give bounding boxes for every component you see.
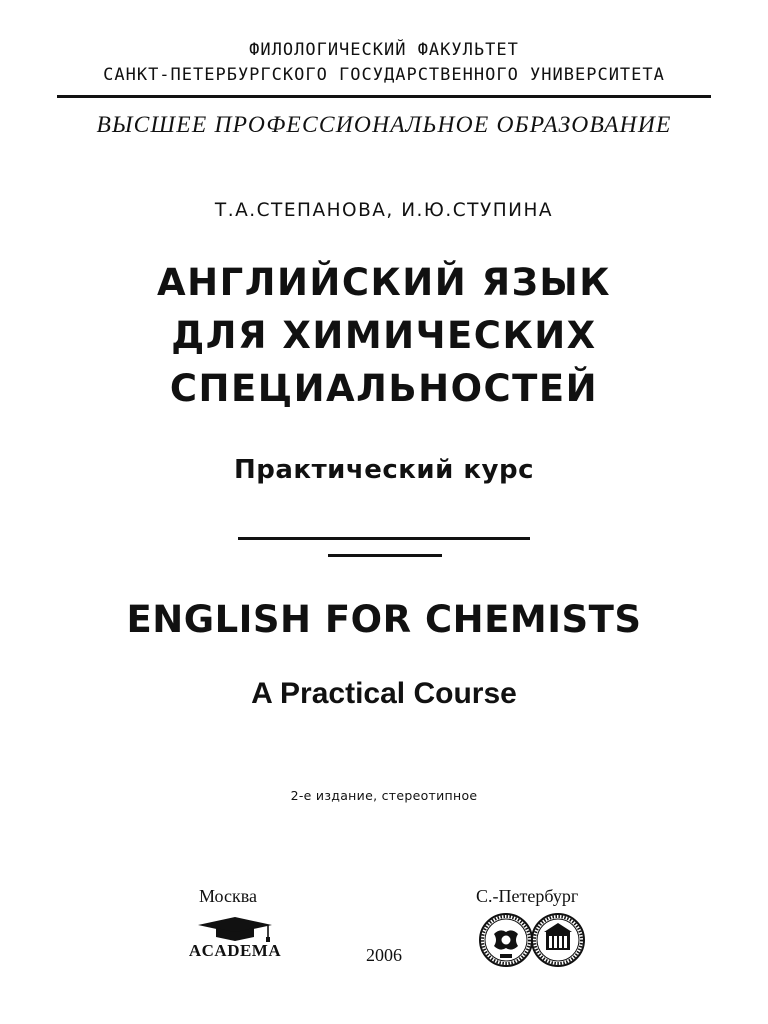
- book-title: [0, 256, 768, 415]
- faculty-header: [0, 38, 768, 88]
- book-subtitle: Практический курс: [234, 455, 534, 485]
- publication-year: 2006: [366, 945, 402, 965]
- english-subtitle: A Practical Course: [251, 677, 517, 710]
- series-title: ВЫСШЕЕ ПРОФЕССИОНАЛЬНОЕ ОБРАЗОВАНИЕ: [96, 112, 672, 138]
- book-title-line-1: АНГЛИЙСКИЙ ЯЗЫК: [157, 261, 611, 304]
- university-seals-icon: [468, 910, 598, 970]
- authors: Т.А.СТЕПАНОВА, И.Ю.СТУПИНА: [214, 200, 554, 221]
- academia-logo-text: ACADEMA: [188, 941, 282, 960]
- title-divider-long: [238, 537, 530, 540]
- header-divider: [57, 95, 711, 98]
- faculty-line-1: ФИЛОЛОГИЧЕСКИЙ ФАКУЛЬТЕТ: [249, 40, 519, 60]
- city-saint-petersburg: С.-Петербург: [476, 886, 579, 906]
- book-title-line-2: ДЛЯ ХИМИЧЕСКИХ: [171, 314, 597, 357]
- city-moscow: Москва: [199, 886, 257, 906]
- edition-note: 2-е издание, стереотипное: [290, 788, 478, 803]
- faculty-line-2: САНКТ-ПЕТЕРБУРГСКОГО ГОСУДАРСТВЕННОГО УНИВЕРСИТЕТА: [103, 65, 665, 85]
- english-title: ENGLISH FOR CHEMISTS: [126, 598, 642, 641]
- title-divider-short: [328, 554, 442, 557]
- book-title-line-3: СПЕЦИАЛЬНОСТЕЙ: [169, 367, 599, 410]
